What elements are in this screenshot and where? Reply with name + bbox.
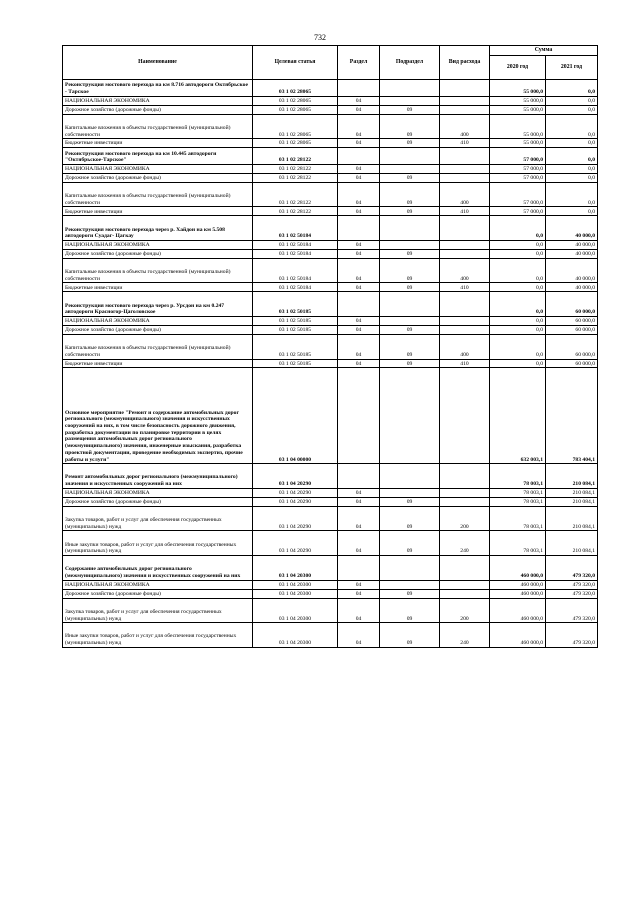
table-row [63,531,598,556]
row-subsection: 09 [380,283,440,292]
table-row [63,334,598,359]
page-number: 732 [314,33,326,42]
row-amount-2021: 479 320,0 [546,598,598,623]
row-amount-2020: 55 000,0 [490,139,546,148]
row-amount-2020: 78 003,1 [490,464,546,489]
row-section: 04 [338,207,380,216]
row-subsection [380,96,440,105]
row-name: Закупка товаров, работ и услуг для обеспечения государственных (муниципальных) нужд [63,598,253,623]
row-expense-type [440,317,490,326]
table-row [63,317,598,326]
row-target: 03 1 04 20300 [253,623,338,648]
row-target: 03 1 04 20290 [253,464,338,489]
table-row [63,164,598,173]
row-section: 04 [338,139,380,148]
row-section: 04 [338,488,380,497]
table-row [63,368,598,464]
row-target: 03 1 02 50185 [253,325,338,334]
header-year-2020: 2020 год [490,56,546,80]
row-subsection: 09 [380,105,440,114]
row-section [338,368,380,464]
row-amount-2020: 55 000,0 [490,105,546,114]
row-amount-2021: 210 084,1 [546,531,598,556]
row-amount-2020: 57 000,0 [490,182,546,207]
row-section: 04 [338,623,380,648]
header-section: Раздел [338,46,380,80]
row-section: 04 [338,589,380,598]
table-row [63,207,598,216]
row-amount-2020: 460 000,0 [490,623,546,648]
table-header [63,46,598,80]
row-target: 03 1 04 20290 [253,488,338,497]
row-name: Содержание автомобильных дорог регионального (межмуниципального) значения и искусственных сооружений на них [63,556,253,581]
row-name: НАЦИОНАЛЬНАЯ ЭКОНОМИКА [63,317,253,326]
row-amount-2021: 0,0 [546,148,598,165]
row-amount-2021: 40 000,0 [546,258,598,283]
row-expense-type: 410 [440,139,490,148]
header-expense-type: Вид расхода [440,46,490,80]
row-subsection: 09 [380,531,440,556]
row-amount-2020: 78 003,1 [490,497,546,506]
row-target: 03 1 02 50185 [253,292,338,317]
row-target: 03 1 04 20290 [253,497,338,506]
row-expense-type: 400 [440,182,490,207]
row-amount-2020: 57 000,0 [490,207,546,216]
row-name: Дорожное хозяйство (дорожные фонды) [63,589,253,598]
row-target: 03 1 02 28065 [253,80,338,97]
row-amount-2021: 0,0 [546,96,598,105]
row-name: НАЦИОНАЛЬНАЯ ЭКОНОМИКА [63,580,253,589]
row-target: 03 1 04 20290 [253,531,338,556]
row-section: 04 [338,241,380,250]
row-target: 03 1 04 20300 [253,598,338,623]
row-amount-2021: 0,0 [546,207,598,216]
table-body [63,80,598,648]
row-subsection [380,292,440,317]
row-subsection: 09 [380,334,440,359]
row-amount-2021: 0,0 [546,139,598,148]
row-name: Иные закупки товаров, работ и услуг для обеспечения государственных (муниципальных) нужд [63,531,253,556]
row-amount-2021: 40 000,0 [546,249,598,258]
table-row [63,506,598,531]
row-section: 04 [338,114,380,139]
row-target: 03 1 02 28122 [253,173,338,182]
row-name: НАЦИОНАЛЬНАЯ ЭКОНОМИКА [63,96,253,105]
row-subsection: 09 [380,173,440,182]
row-expense-type [440,556,490,581]
table-row [63,258,598,283]
row-amount-2020: 460 000,0 [490,598,546,623]
row-name: Дорожное хозяйство (дорожные фонды) [63,249,253,258]
table-row [63,173,598,182]
row-amount-2021: 210 084,1 [546,488,598,497]
row-subsection: 09 [380,359,440,368]
table-row [63,96,598,105]
row-amount-2020: 0,0 [490,258,546,283]
row-name: НАЦИОНАЛЬНАЯ ЭКОНОМИКА [63,241,253,250]
table-row [63,283,598,292]
row-name: Реконструкция мостового перехода через р. Хайдон на км 5.508 автодороги Суадаг- Цагкау [63,216,253,241]
table-row [63,292,598,317]
row-amount-2021: 479 320,0 [546,623,598,648]
row-name: Ремонт автомобильных дорог регионального (межмуниципального) значения и искусственных сооружений на них [63,464,253,489]
row-expense-type [440,96,490,105]
header-target: Целевая статья [253,46,338,80]
row-expense-type [440,105,490,114]
row-amount-2020: 460 000,0 [490,580,546,589]
row-expense-type [440,164,490,173]
row-amount-2021: 783 404,1 [546,368,598,464]
row-section [338,80,380,97]
row-amount-2020: 55 000,0 [490,96,546,105]
table-row [63,241,598,250]
table-row [63,80,598,97]
row-amount-2021: 60 000,0 [546,325,598,334]
row-section [338,556,380,581]
row-target: 03 1 02 50184 [253,241,338,250]
row-section [338,464,380,489]
row-name: Бюджетные инвестиции [63,359,253,368]
row-section: 04 [338,359,380,368]
table-row [63,556,598,581]
row-target: 03 1 04 00000 [253,368,338,464]
row-expense-type [440,325,490,334]
row-expense-type: 410 [440,283,490,292]
row-amount-2021: 0,0 [546,114,598,139]
row-expense-type: 400 [440,334,490,359]
row-amount-2020: 78 003,1 [490,488,546,497]
row-expense-type [440,173,490,182]
row-name: Бюджетные инвестиции [63,283,253,292]
row-name: Основное мероприятие "Ремонт и содержание автомобильных дорог регионального (межмуниципального) значения и искусственных сооружений на них, в том числе безопасность дорожного движения, разработка документации по планировке территории в целях размещения автомобильных дорог регионального (межмуниципального) значения, инженерные изыскания, разработка проектной документации, проведение необходимых экспертиз, прочие работы и услуги" [63,368,253,464]
row-amount-2020: 78 003,1 [490,531,546,556]
row-section: 04 [338,506,380,531]
row-expense-type [440,589,490,598]
row-name: Дорожное хозяйство (дорожные фонды) [63,105,253,114]
row-subsection: 09 [380,506,440,531]
row-amount-2021: 40 000,0 [546,283,598,292]
row-name: НАЦИОНАЛЬНАЯ ЭКОНОМИКА [63,488,253,497]
row-expense-type [440,241,490,250]
row-expense-type [440,249,490,258]
row-amount-2020: 57 000,0 [490,164,546,173]
table-row [63,580,598,589]
row-subsection [380,464,440,489]
row-name: Реконструкция мостового перехода на км 8.716 автодороги Октябрьское - Тарское [63,80,253,97]
row-subsection: 09 [380,249,440,258]
row-target: 03 1 02 28065 [253,139,338,148]
row-name: Капитальные вложения в объекты государственной (муниципальной) собственности [63,182,253,207]
row-subsection: 09 [380,497,440,506]
table-row [63,598,598,623]
row-name: Иные закупки товаров, работ и услуг для обеспечения государственных (муниципальных) нужд [63,623,253,648]
row-amount-2021: 60 000,0 [546,292,598,317]
row-amount-2021: 60 000,0 [546,359,598,368]
row-amount-2020: 0,0 [490,216,546,241]
row-amount-2021: 0,0 [546,173,598,182]
row-expense-type [440,464,490,489]
row-section: 04 [338,334,380,359]
row-amount-2020: 0,0 [490,317,546,326]
row-expense-type [440,292,490,317]
row-target: 03 1 02 28065 [253,114,338,139]
table-row [63,105,598,114]
row-target: 03 1 02 50185 [253,359,338,368]
row-subsection: 09 [380,325,440,334]
row-expense-type: 410 [440,359,490,368]
row-target: 03 1 04 20300 [253,589,338,598]
row-expense-type [440,148,490,165]
row-name: Капитальные вложения в объекты государственной (муниципальной) собственности [63,334,253,359]
row-subsection: 09 [380,139,440,148]
row-subsection: 09 [380,207,440,216]
row-name: Капитальные вложения в объекты государственной (муниципальной) собственности [63,258,253,283]
row-section: 04 [338,182,380,207]
row-amount-2021: 479 320,0 [546,556,598,581]
row-section: 04 [338,580,380,589]
row-amount-2021: 210 084,1 [546,497,598,506]
row-expense-type [440,580,490,589]
row-target: 03 1 02 50184 [253,258,338,283]
row-amount-2020: 460 000,0 [490,556,546,581]
row-target: 03 1 02 50184 [253,283,338,292]
row-amount-2021: 210 084,1 [546,506,598,531]
table-row [63,148,598,165]
row-subsection [380,80,440,97]
row-amount-2021: 40 000,0 [546,216,598,241]
row-section: 04 [338,164,380,173]
table-row [63,139,598,148]
row-amount-2021: 40 000,0 [546,241,598,250]
row-section: 04 [338,598,380,623]
row-subsection [380,164,440,173]
row-name: НАЦИОНАЛЬНАЯ ЭКОНОМИКА [63,164,253,173]
row-expense-type: 240 [440,531,490,556]
row-amount-2020: 460 000,0 [490,589,546,598]
row-amount-2021: 60 000,0 [546,334,598,359]
row-subsection: 09 [380,258,440,283]
table-row [63,623,598,648]
row-section: 04 [338,497,380,506]
row-expense-type: 400 [440,258,490,283]
row-name: Реконструкция мостового перехода через р. Урсдон на км 0.247 автодороги Красногор-Цаголовское [63,292,253,317]
header-name: Наименование [63,46,253,80]
row-name: Бюджетные инвестиции [63,139,253,148]
row-target: 03 1 02 28065 [253,105,338,114]
row-expense-type: 200 [440,506,490,531]
row-amount-2021: 479 320,0 [546,589,598,598]
row-subsection [380,148,440,165]
row-subsection: 09 [380,598,440,623]
row-target: 03 1 02 28122 [253,207,338,216]
row-amount-2021: 60 000,0 [546,317,598,326]
row-subsection [380,580,440,589]
row-expense-type [440,488,490,497]
row-subsection [380,216,440,241]
row-target: 03 1 02 50185 [253,334,338,359]
table-row [63,359,598,368]
row-amount-2021: 210 084,1 [546,464,598,489]
row-expense-type: 410 [440,207,490,216]
row-target: 03 1 04 20290 [253,506,338,531]
row-subsection: 09 [380,589,440,598]
row-amount-2020: 632 003,1 [490,368,546,464]
row-amount-2021: 0,0 [546,182,598,207]
row-amount-2020: 57 000,0 [490,173,546,182]
row-expense-type: 400 [440,114,490,139]
row-expense-type [440,368,490,464]
table-row [63,488,598,497]
row-target: 03 1 02 28065 [253,96,338,105]
row-subsection [380,368,440,464]
row-amount-2020: 0,0 [490,359,546,368]
row-amount-2020: 55 000,0 [490,80,546,97]
row-subsection [380,488,440,497]
table-row [63,182,598,207]
row-target: 03 1 02 50185 [253,317,338,326]
row-amount-2020: 0,0 [490,249,546,258]
row-amount-2020: 0,0 [490,283,546,292]
row-target: 03 1 02 50184 [253,249,338,258]
row-subsection [380,317,440,326]
row-amount-2020: 0,0 [490,334,546,359]
row-target: 03 1 02 28122 [253,164,338,173]
row-subsection [380,556,440,581]
row-section: 04 [338,258,380,283]
row-name: Дорожное хозяйство (дорожные фонды) [63,173,253,182]
table-row [63,589,598,598]
row-section: 04 [338,283,380,292]
row-expense-type [440,80,490,97]
row-subsection: 09 [380,114,440,139]
row-section: 04 [338,249,380,258]
row-section: 04 [338,173,380,182]
row-target: 03 1 04 20300 [253,580,338,589]
row-subsection: 09 [380,623,440,648]
row-target: 03 1 04 20300 [253,556,338,581]
table-row [63,325,598,334]
table-row [63,114,598,139]
row-amount-2020: 55 000,0 [490,114,546,139]
row-section: 04 [338,531,380,556]
row-section: 04 [338,105,380,114]
row-expense-type: 200 [440,598,490,623]
row-amount-2021: 0,0 [546,164,598,173]
row-name: Капитальные вложения в объекты государственной (муниципальной) собственности [63,114,253,139]
row-target: 03 1 02 28122 [253,148,338,165]
table-row [63,464,598,489]
row-expense-type: 240 [440,623,490,648]
table-row [63,497,598,506]
row-section: 04 [338,96,380,105]
row-name: Бюджетные инвестиции [63,207,253,216]
row-section [338,216,380,241]
row-expense-type [440,497,490,506]
row-name: Дорожное хозяйство (дорожные фонды) [63,325,253,334]
row-expense-type [440,216,490,241]
row-target: 03 1 02 50184 [253,216,338,241]
row-amount-2020: 57 000,0 [490,148,546,165]
row-amount-2021: 479 320,0 [546,580,598,589]
row-section [338,292,380,317]
table-row [63,249,598,258]
row-amount-2021: 0,0 [546,105,598,114]
header-amount: Сумма [490,46,598,56]
row-amount-2021: 0,0 [546,80,598,97]
budget-table [62,45,598,648]
header-subsection: Подраздел [380,46,440,80]
row-subsection: 09 [380,182,440,207]
row-section: 04 [338,317,380,326]
row-name: Дорожное хозяйство (дорожные фонды) [63,497,253,506]
row-amount-2020: 78 003,1 [490,506,546,531]
row-name: Реконструкция мостового перехода на км 10.445 автодороги "Октябрьское-Тарское" [63,148,253,165]
row-section: 04 [338,325,380,334]
row-section [338,148,380,165]
row-subsection [380,241,440,250]
row-amount-2020: 0,0 [490,325,546,334]
row-target: 03 1 02 28122 [253,182,338,207]
header-year-2021: 2021 год [546,56,598,80]
row-amount-2020: 0,0 [490,241,546,250]
row-amount-2020: 0,0 [490,292,546,317]
table-row [63,216,598,241]
row-name: Закупка товаров, работ и услуг для обеспечения государственных (муниципальных) нужд [63,506,253,531]
